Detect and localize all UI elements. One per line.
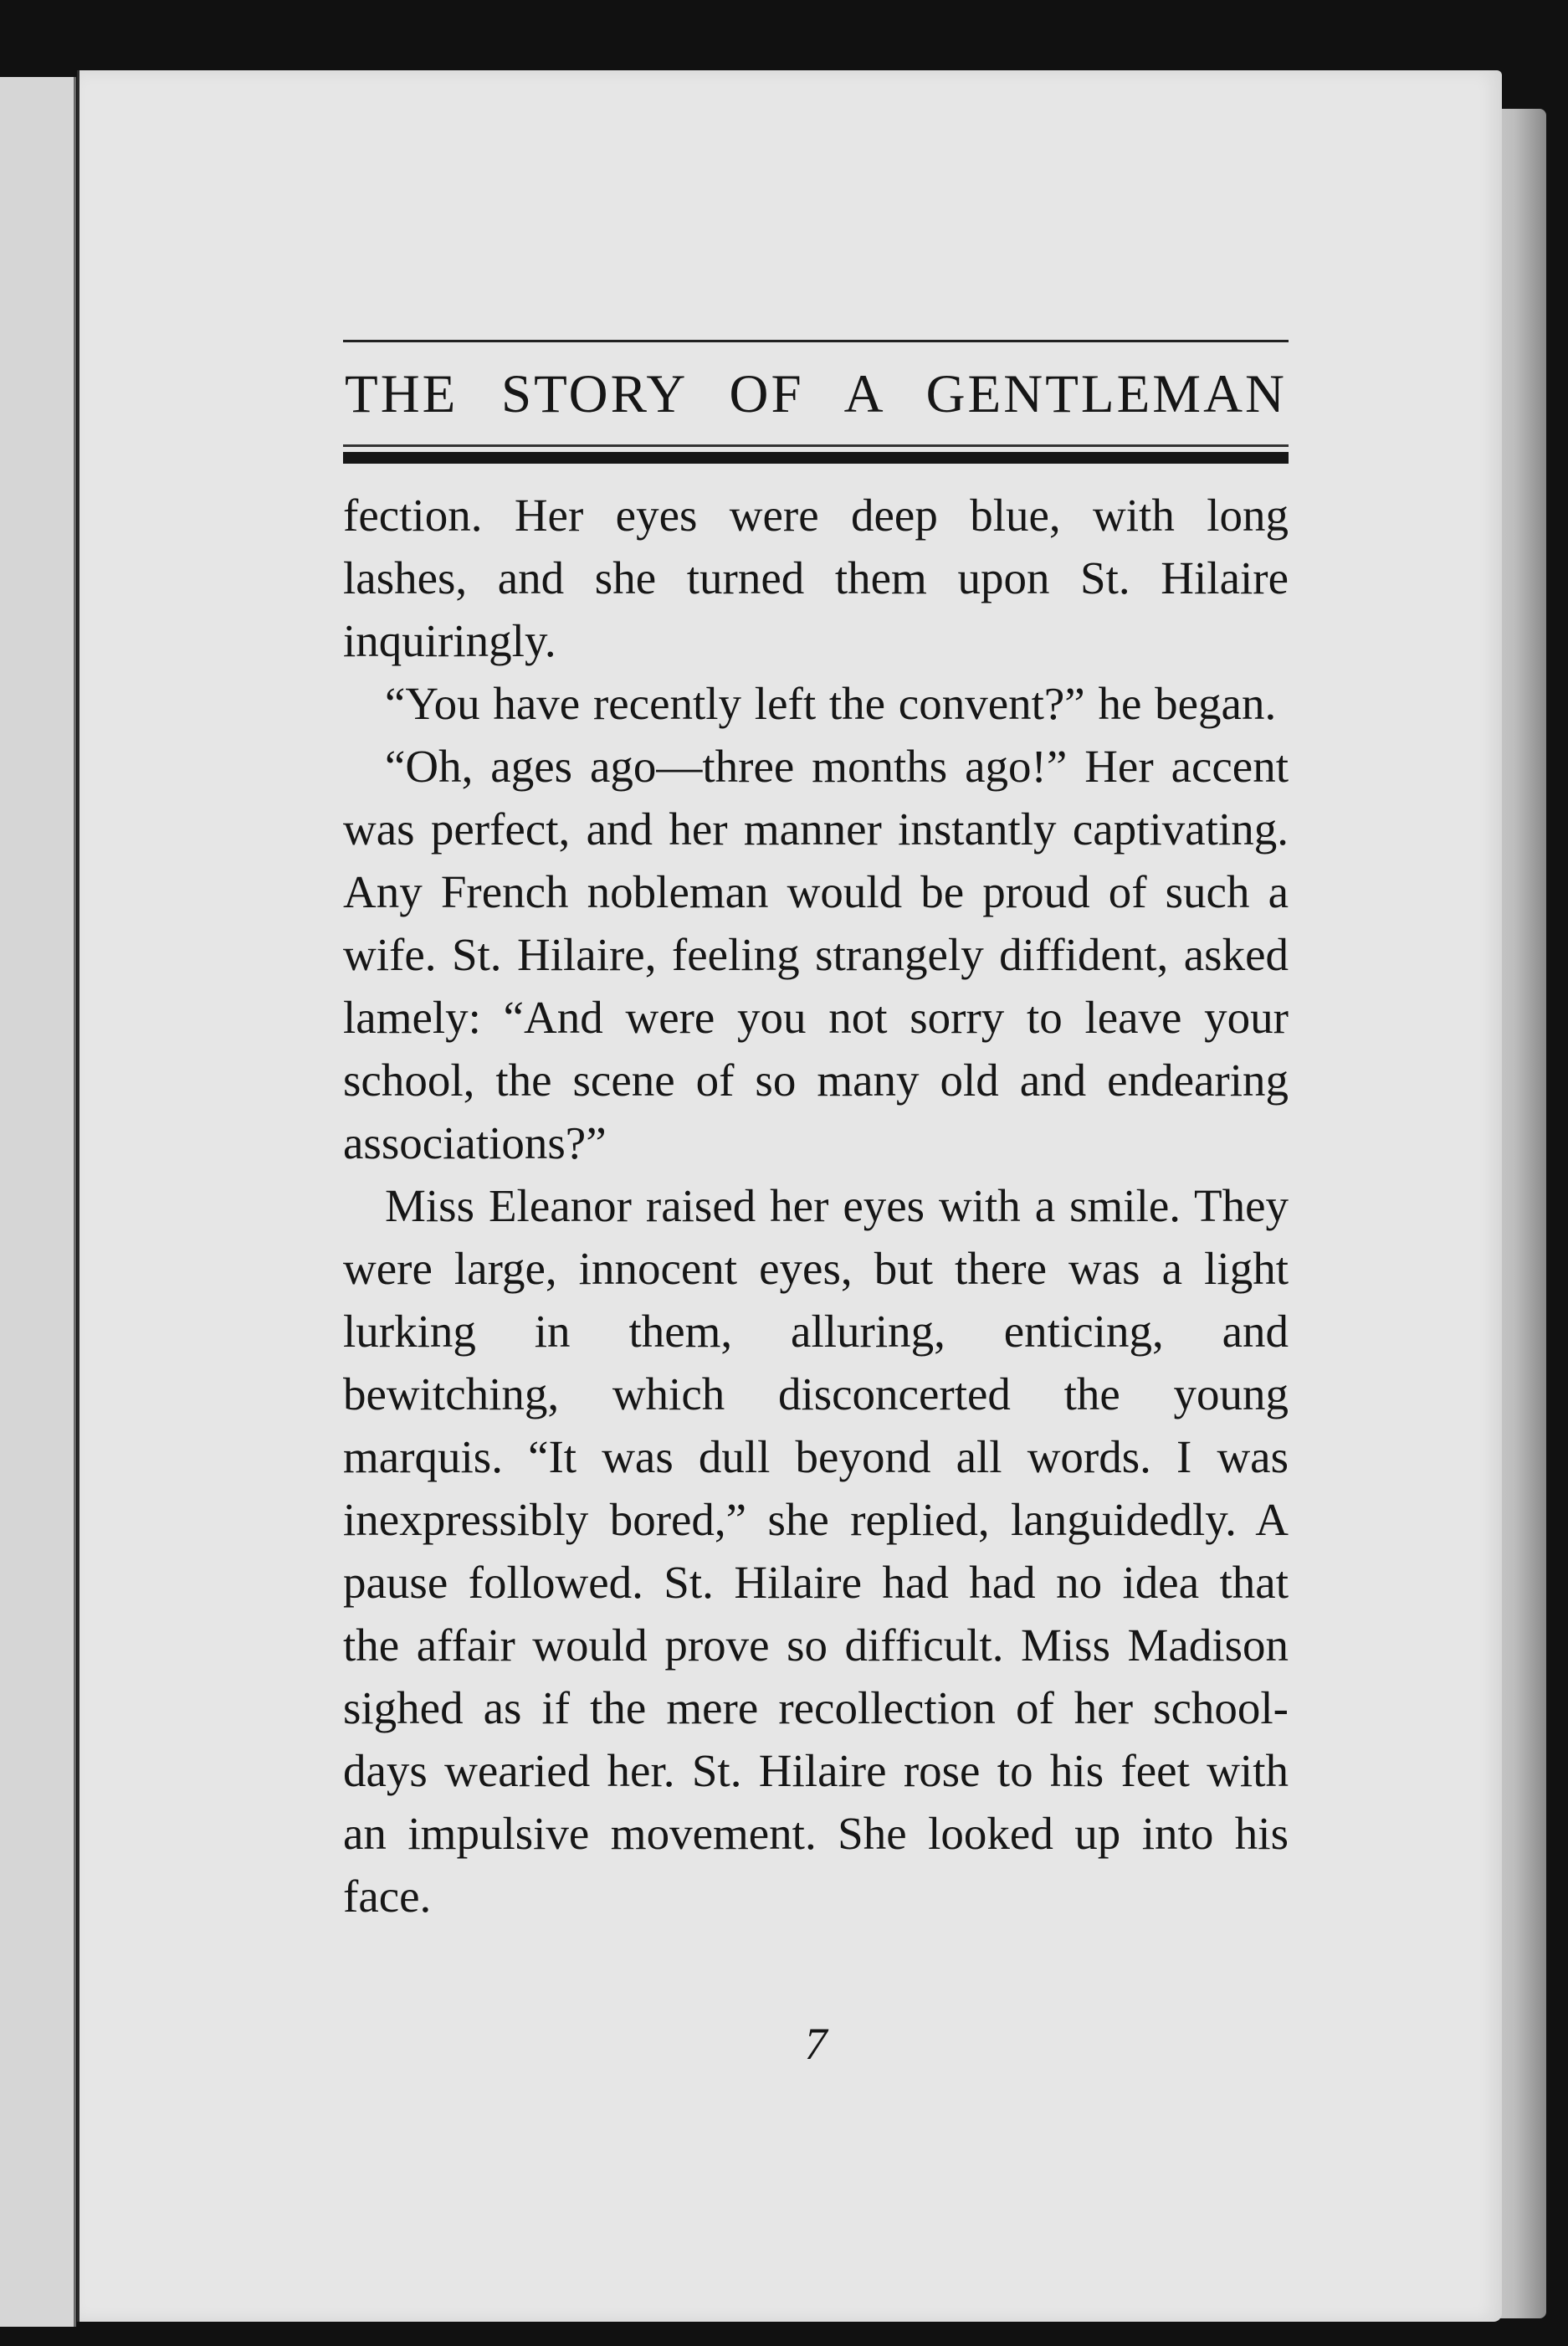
header-rule-thin	[343, 444, 1289, 447]
page-content	[343, 340, 1289, 2069]
paragraph-1: fection. Her eyes were deep blue, with long lashes, and she turned them upon St. Hilaire inquiringly.	[343, 490, 1289, 666]
header-rule-top	[343, 340, 1289, 342]
body-text	[343, 484, 1289, 1928]
paragraph-2: “You have recently left the convent?” he began.	[385, 678, 1277, 729]
page-number: 7	[804, 2019, 828, 2069]
book-page	[77, 70, 1502, 2322]
paragraph-3: “Oh, ages ago—three months ago!” Her accent was perfect, and her manner instantly captivating. Any French nobleman would be proud of such a wife. St. Hilaire, feeling strangely diffident, asked lamely: “And were you not sorry to leave your school, the scene of so many old and endearing associations?”	[343, 741, 1289, 1168]
facing-page-edge	[0, 77, 76, 2327]
running-title: THE STORY OF A GENTLEMAN	[345, 364, 1287, 424]
header-rule-thick	[343, 452, 1289, 464]
paragraph-4: Miss Eleanor raised her eyes with a smile. They were large, innocent eyes, but there was a light lurking in them, alluring, enticing, and bewitching, which disconcerted the young marquis. “It was dull beyond all words. I was inexpressibly bored,” she replied, languidedly. A pause followed. St. Hilaire had had no idea that the affair would prove so difficult. Miss Madison sighed as if the mere recollection of her school-days wearied her. St. Hilaire rose to his feet with an impulsive movement. She looked up into his face.	[343, 1180, 1289, 1922]
